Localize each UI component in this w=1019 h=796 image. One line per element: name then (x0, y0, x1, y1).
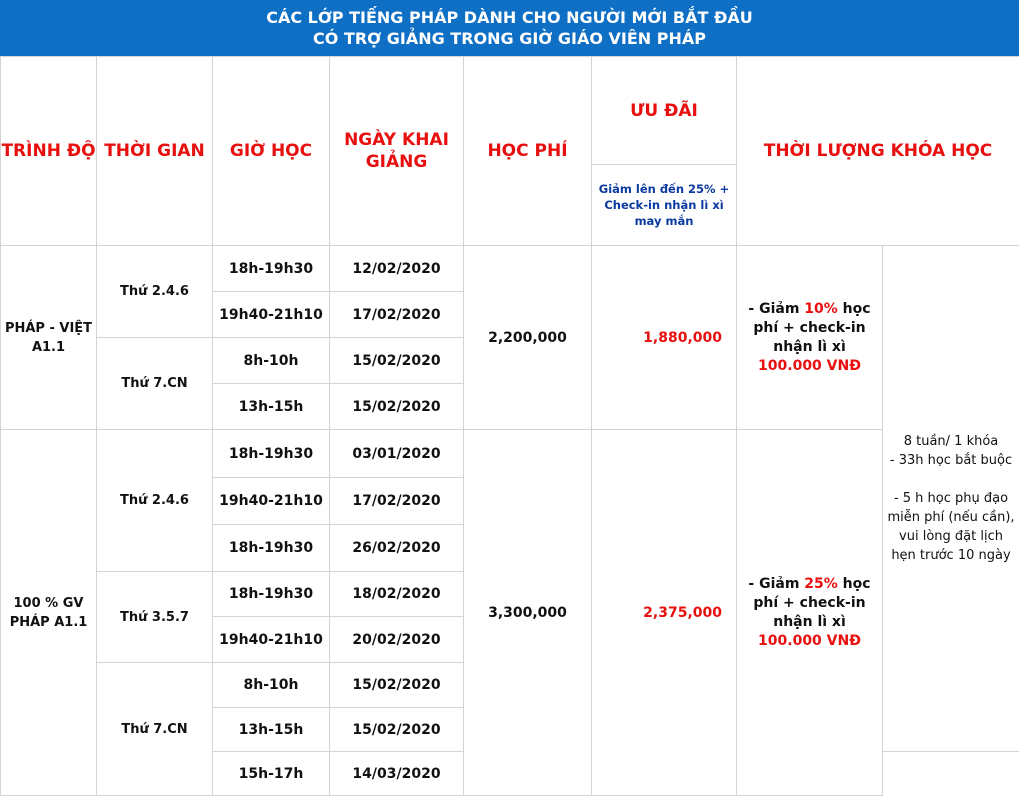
header-duration: THỜI LƯỢNG KHÓA HỌC (737, 57, 1019, 246)
start-date: 17/02/2020 (330, 478, 464, 525)
class-hours: 18h-19h30 (213, 246, 330, 292)
promo-price: 1,880,000 (592, 246, 737, 430)
table-row (1, 246, 1019, 292)
course-fee: 3,300,000 (464, 430, 592, 796)
promo-price: 2,375,000 (592, 430, 737, 796)
header-hours: GIỜ HỌC (213, 57, 330, 246)
course-level: PHÁP - VIỆT A1.1 (1, 246, 97, 430)
header-time: THỜI GIAN (97, 57, 213, 246)
table-row (1, 430, 1019, 478)
schedule-days: Thứ 7.CN (97, 338, 213, 430)
class-hours: 13h-15h (213, 384, 330, 430)
offer-text: - Giảm 25% học phí + check-in nhận lì xì 100.000 VNĐ (737, 430, 883, 796)
header-start-date: NGÀY KHAI GIẢNG (330, 57, 464, 246)
start-date: 15/02/2020 (330, 338, 464, 384)
course-level: 100 % GV PHÁP A1.1 (1, 430, 97, 796)
header-level: TRÌNH ĐỘ (1, 57, 97, 246)
start-date: 26/02/2020 (330, 525, 464, 572)
class-hours: 19h40-21h10 (213, 292, 330, 338)
class-hours: 18h-19h30 (213, 430, 330, 478)
class-hours: 19h40-21h10 (213, 617, 330, 663)
title-banner (0, 0, 1019, 56)
offer-discount: 10% (804, 301, 838, 317)
class-hours: 18h-19h30 (213, 572, 330, 617)
start-date: 15/02/2020 (330, 663, 464, 708)
banner-title-line-2: CÓ TRỢ GIẢNG TRONG GIỜ GIÁO VIÊN PHÁP (313, 28, 706, 49)
class-hours: 19h40-21h10 (213, 478, 330, 525)
start-date: 20/02/2020 (330, 617, 464, 663)
class-hours: 13h-15h (213, 708, 330, 752)
course-duration: 8 tuần/ 1 khóa - 33h học bắt buộc - 5 h học phụ đạo miễn phí (nếu cần), vui lòng đặt lịch hẹn trước 10 ngày (883, 246, 1019, 752)
class-hours: 8h-10h (213, 663, 330, 708)
course-fee: 2,200,000 (464, 246, 592, 430)
header-promo-subtitle: Giảm lên đến 25% + Check-in nhận lì xì may mắn (592, 165, 737, 246)
class-hours: 8h-10h (213, 338, 330, 384)
header-fee: HỌC PHÍ (464, 57, 592, 246)
offer-amount: 100.000 VNĐ (758, 358, 861, 374)
start-date: 03/01/2020 (330, 430, 464, 478)
start-date: 15/02/2020 (330, 708, 464, 752)
start-date: 12/02/2020 (330, 246, 464, 292)
start-date: 18/02/2020 (330, 572, 464, 617)
schedule-days: Thứ 2.4.6 (97, 246, 213, 338)
offer-discount: 25% (804, 576, 838, 592)
header-promo: ƯU ĐÃI (592, 57, 737, 165)
start-date: 15/02/2020 (330, 384, 464, 430)
start-date: 17/02/2020 (330, 292, 464, 338)
banner-title-line-1: CÁC LỚP TIẾNG PHÁP DÀNH CHO NGƯỜI MỚI BẮT ĐẦU (266, 7, 753, 28)
schedule-days: Thứ 3.5.7 (97, 572, 213, 663)
offer-amount: 100.000 VNĐ (758, 633, 861, 649)
schedule-days: Thứ 2.4.6 (97, 430, 213, 572)
schedule-days: Thứ 7.CN (97, 663, 213, 796)
class-hours: 18h-19h30 (213, 525, 330, 572)
class-hours: 15h-17h (213, 752, 330, 796)
offer-text: - Giảm 10% học phí + check-in nhận lì xì 100.000 VNĐ (737, 246, 883, 430)
schedule-table (0, 56, 1019, 796)
header-row (1, 57, 1019, 165)
start-date: 14/03/2020 (330, 752, 464, 796)
